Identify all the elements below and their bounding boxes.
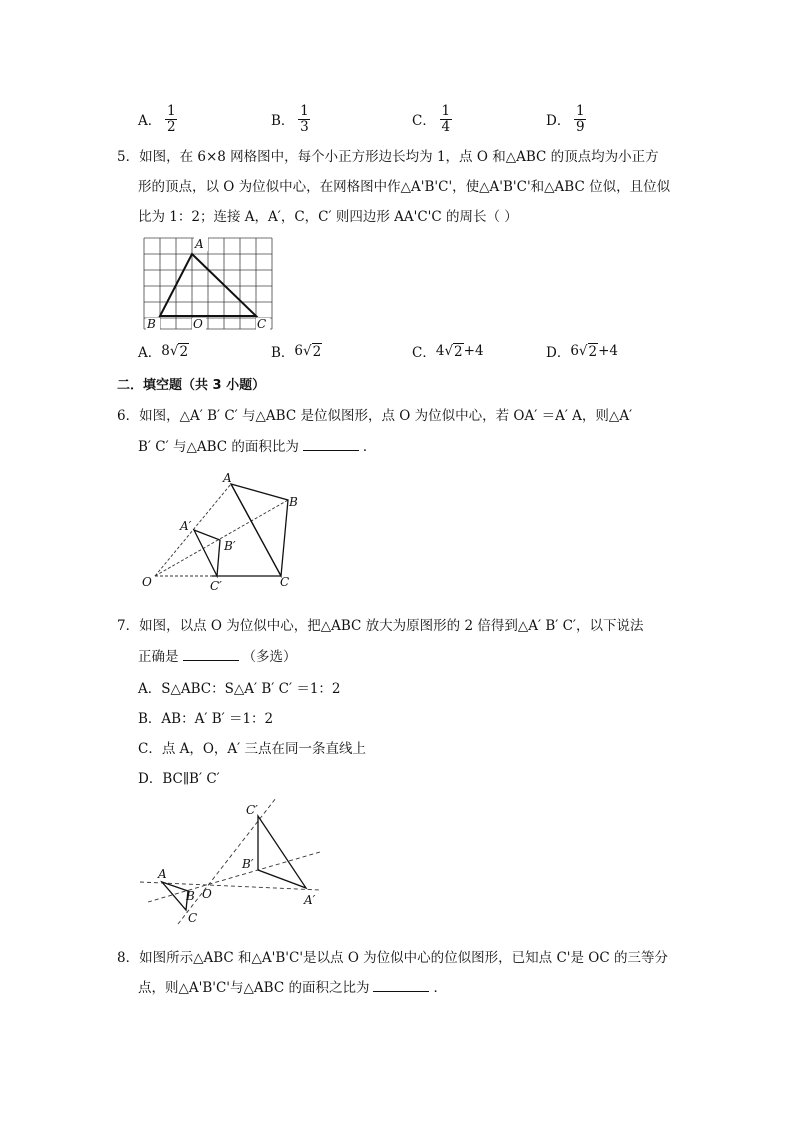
q7-figure	[138, 796, 328, 928]
q5-option-a: A． 8 √ 2	[138, 342, 189, 361]
q6-label-b: B	[289, 495, 298, 509]
q7-triangle-large	[258, 816, 306, 888]
q6-label-c-prime: C′	[210, 579, 222, 592]
q6-label-c: C	[280, 575, 290, 589]
q4-option-b: B． $\frac{1}{3}$	[271, 102, 309, 135]
q7-line2: 正确是 （多选）	[138, 649, 297, 665]
q5-label-o: O	[193, 317, 203, 331]
q4-option-d: D． $\frac{1}{9}$	[546, 102, 585, 135]
q7-option-b: B．AB：A′ B′ ＝1：2	[138, 711, 274, 727]
q4-option-c: C． $\frac{1}{4}$	[412, 102, 451, 135]
q7-triangle-small	[162, 882, 188, 910]
q7-label-o: O	[202, 887, 212, 901]
q6-answer-blank[interactable]	[303, 438, 359, 451]
q7-label-a: A	[158, 867, 167, 881]
q6-label-a: A	[223, 471, 232, 485]
q7-option-a: A．S△ABC：S△A′ B′ C′ ＝1：2	[138, 681, 341, 697]
q5-grid-figure	[138, 232, 278, 334]
q5-option-d: D． 6 √ 2 +4	[546, 342, 619, 361]
q5-label-a: A	[195, 237, 204, 251]
q5-label-b: B	[147, 317, 156, 331]
q7-option-d: D．BC∥B′ C′	[138, 771, 220, 787]
q8-answer-blank[interactable]	[373, 979, 429, 992]
q5-option-b: B． 6 √ 2	[271, 342, 322, 361]
q7-label-c-prime: C′	[246, 803, 258, 817]
q5-line2: 形的顶点，以 O 为位似中心，在网格图中作△A'B'C'，使△A'B'C'和△ABC 位似，且位似	[138, 179, 671, 195]
q7-label-c: C	[188, 911, 198, 925]
q5-label-c: C	[257, 317, 267, 331]
q5-option-c: C． 4 √ 2 +4	[412, 342, 484, 361]
q5-line3: 比为 1：2；连接 A，A′，C，C′ 则四边形 AA'C'C 的周长（ ）	[138, 209, 518, 225]
q8-line1: 8．如图所示△ABC 和△A'B'C'是以点 O 为位似中心的位似图形，已知点 C'是 OC 的三等分	[117, 950, 668, 966]
q7-answer-blank[interactable]	[183, 648, 239, 661]
q6-label-b-prime: B′	[224, 539, 236, 553]
q6-triangle-small	[194, 530, 220, 576]
q4-option-a: A． $\frac{1}{2}$	[138, 102, 176, 135]
q7-label-b: B	[186, 889, 195, 903]
q6-label-a-prime: A′	[180, 519, 192, 533]
q5-line1: 5．如图，在 6×8 网格图中，每个小正方形边长均为 1，点 O 和△ABC 的顶点均为小正方	[117, 149, 659, 165]
q6-line2: B′ C′ 与△ABC 的面积比为 ．	[138, 439, 377, 455]
q7-label-a-prime: A′	[304, 893, 316, 907]
q8-line2: 点，则△A'B'C'与△ABC 的面积之比为 ．	[138, 980, 447, 996]
section-heading-fill-in: 二．填空题（共 3 小题）	[117, 378, 266, 393]
q7-label-b-prime: B′	[242, 857, 254, 871]
q7-line1: 7．如图，以点 O 为位似中心，把△ABC 放大为原图形的 2 倍得到△A′ B′ C′，以下说法	[117, 618, 644, 634]
q6-triangle-abc-right	[231, 484, 288, 576]
q7-option-c: C．点 A，O，A′ 三点在同一条直线上	[138, 741, 367, 757]
q6-figure	[138, 470, 308, 592]
q6-line1: 6．如图，△A′ B′ C′ 与△ABC 是位似图形，点 O 为位似中心，若 OA′ ＝A′ A，则△A′	[117, 408, 633, 424]
q6-label-o: O	[142, 575, 152, 589]
